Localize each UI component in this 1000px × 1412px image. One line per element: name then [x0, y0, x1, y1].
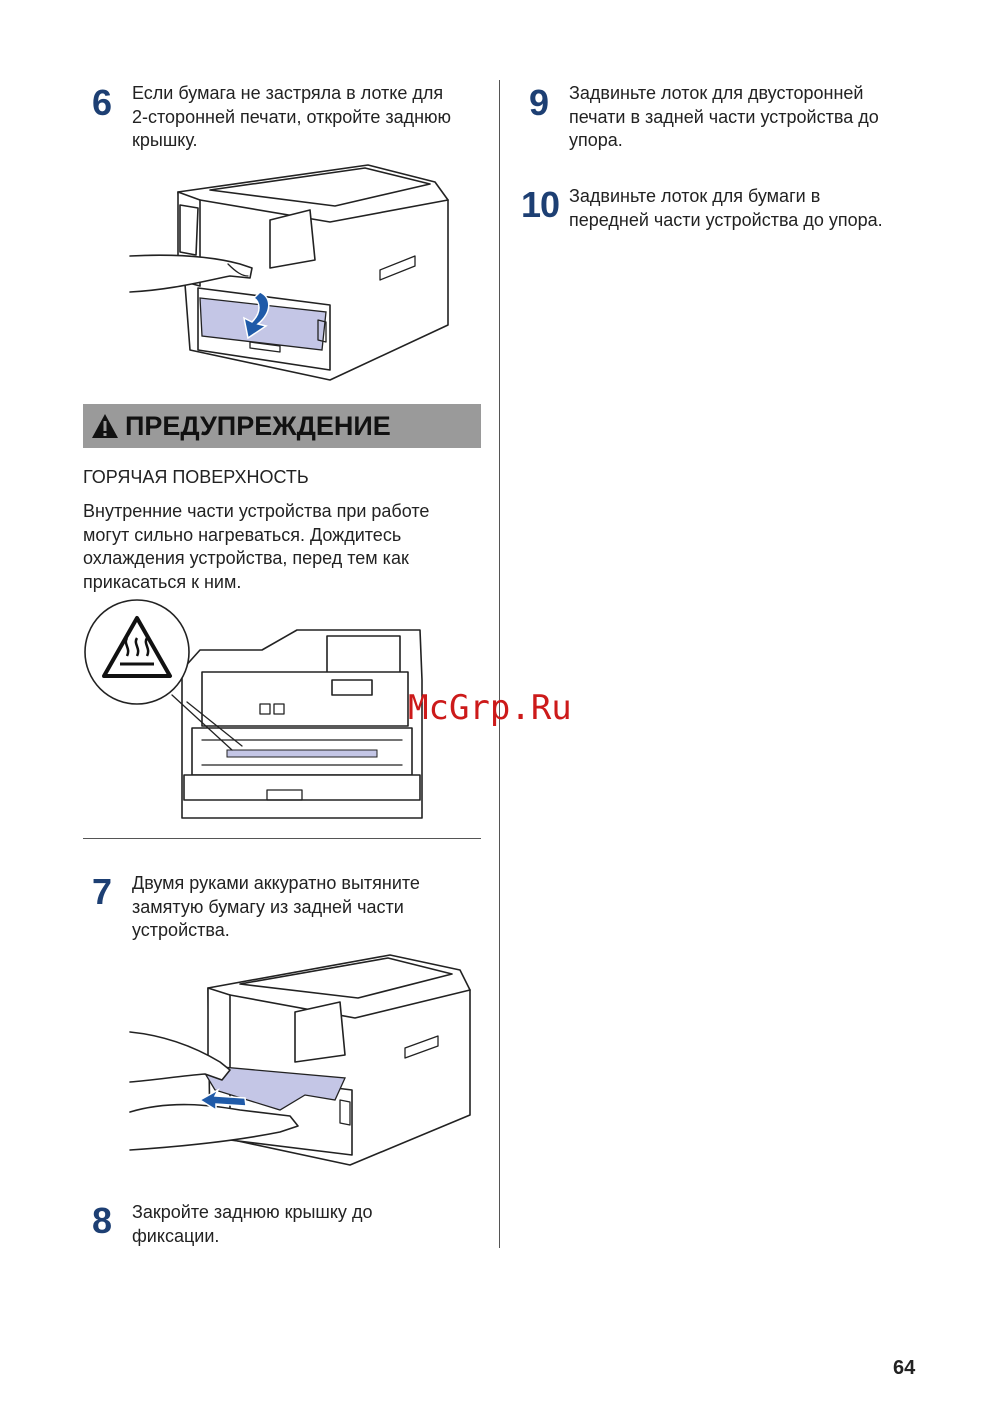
step-9-text [569, 82, 879, 153]
warning-subtitle: ГОРЯЧАЯ ПОВЕРХНОСТЬ [83, 467, 309, 487]
printer-open-back-cover-illustration [130, 160, 450, 385]
step-number-7: 7 [92, 871, 112, 912]
step-6-line-3: крышку. [132, 130, 198, 150]
warning-line-3: охлаждения устройства, перед тем как [83, 548, 409, 568]
step-9-line-1: Задвиньте лоток для двусторонней [569, 83, 864, 103]
warning-line-4: прикасаться к ним. [83, 571, 242, 592]
step-6-line-1: Если бумага не застряла в лотке для [132, 83, 444, 103]
step-9-line-2: печати в задней части устройства до [569, 106, 879, 127]
step-10-line-2: передней части устройства до упора. [569, 209, 883, 230]
watermark: McGrp.Ru [408, 688, 572, 728]
step-number-6: 6 [92, 82, 112, 123]
step-number-10: 10 [521, 184, 560, 225]
step-9-line-3: упора. [569, 130, 623, 150]
step-8-text [132, 1201, 372, 1248]
warning-title: ПРЕДУПРЕЖДЕНИЕ [125, 410, 391, 441]
page-number: 64 [893, 1357, 916, 1379]
step-6-line-2: 2-сторонней печати, откройте заднюю [132, 106, 452, 127]
step-7-line-3: устройства. [132, 920, 230, 940]
warning-banner [83, 404, 481, 448]
warning-triangle-icon [91, 413, 119, 439]
warning-line-2: могут сильно нагреваться. Дождитесь [83, 524, 402, 545]
step-7-text [132, 872, 420, 943]
warning-line-1: Внутренние части устройства при работе [83, 501, 430, 521]
step-7-line-2: замятую бумагу из задней части [132, 896, 404, 917]
step-6-text [132, 82, 451, 153]
step-10-text [569, 185, 883, 232]
step-number-8: 8 [92, 1200, 112, 1241]
printer-pull-paper-illustration [130, 950, 475, 1170]
step-8-line-1: Закройте заднюю крышку до [132, 1202, 373, 1222]
hot-surface-illustration [82, 600, 427, 822]
warning-body [83, 500, 483, 594]
step-number-9: 9 [529, 82, 549, 123]
step-10-line-1: Задвиньте лоток для бумаги в [569, 186, 821, 206]
step-8-line-2: фиксации. [132, 1225, 220, 1246]
column-divider [499, 80, 500, 1248]
horizontal-divider [83, 838, 481, 839]
step-7-line-1: Двумя руками аккуратно вытяните [132, 873, 420, 893]
